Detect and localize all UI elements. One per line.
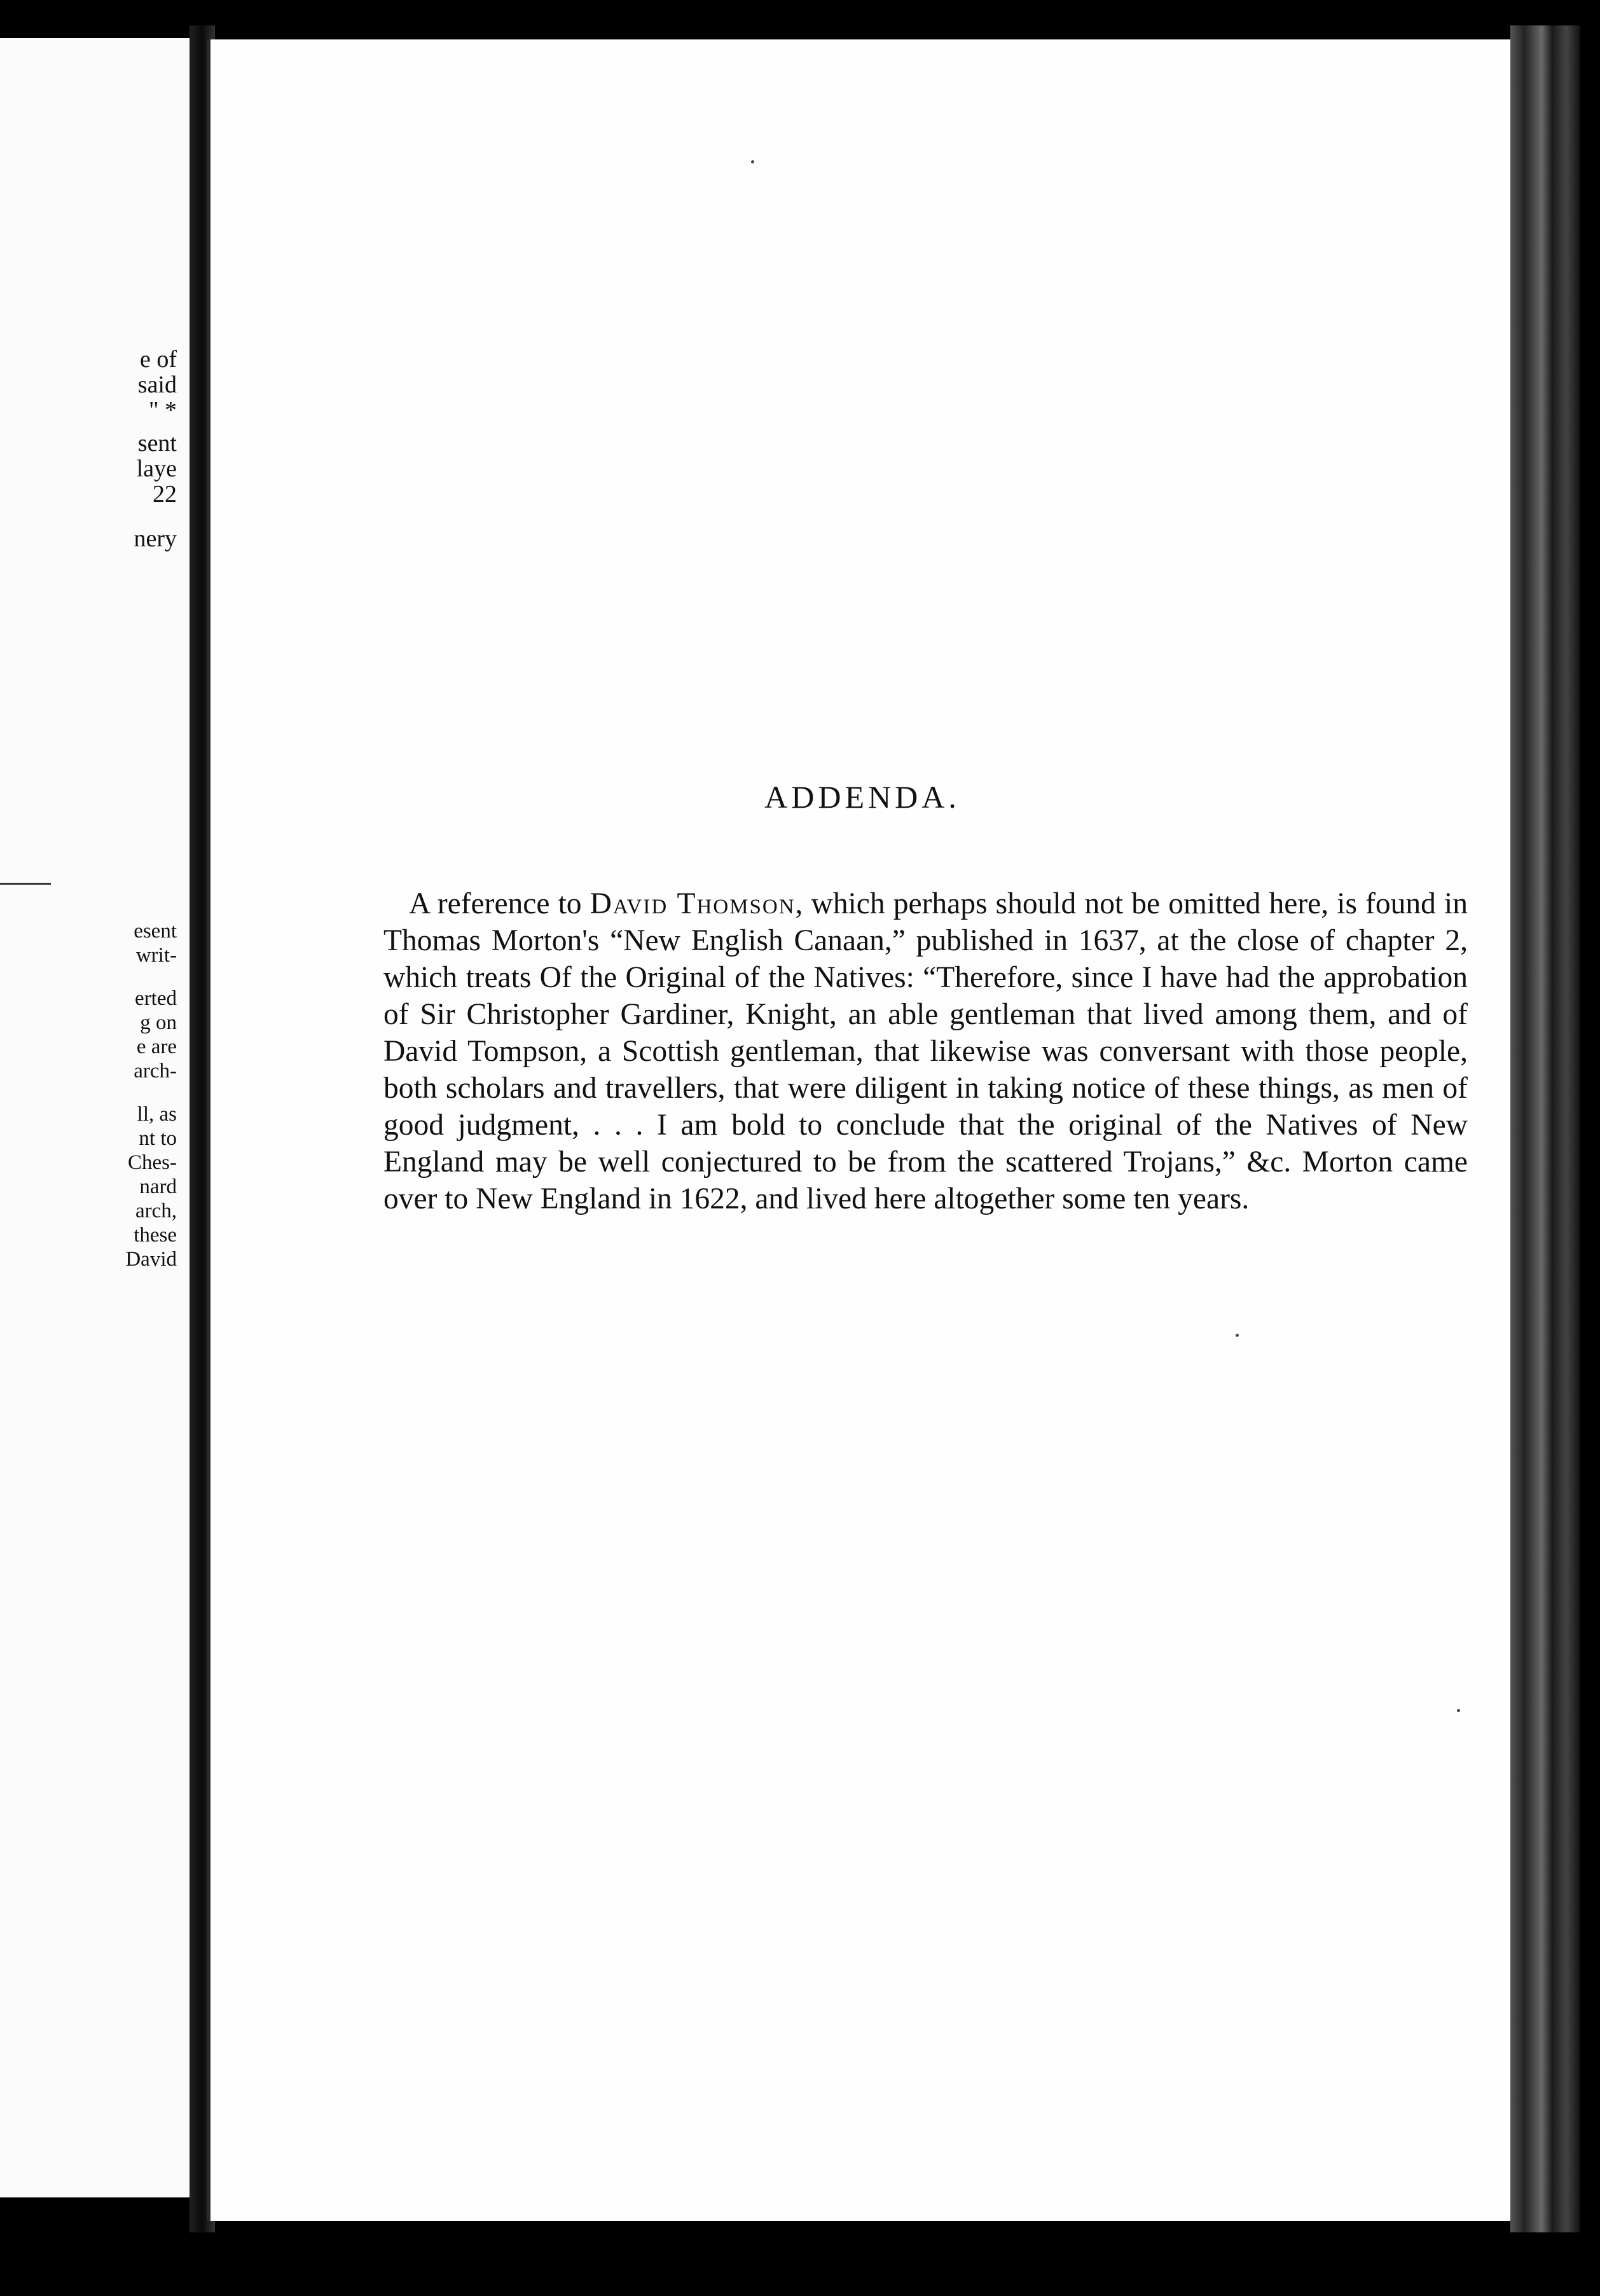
fragment-line: arch, xyxy=(135,1200,177,1222)
fragment-line: ll, as xyxy=(137,1103,177,1126)
fragment-line: nt to xyxy=(139,1127,177,1150)
fragment-line: g on xyxy=(140,1011,177,1034)
fragment-line: laye xyxy=(136,455,177,482)
fragment-line: sent xyxy=(137,430,177,457)
addenda-paragraph xyxy=(383,885,1468,1217)
fragment-line: esent xyxy=(134,920,177,943)
fragment-line: said xyxy=(137,371,177,398)
fragment-line: e are xyxy=(136,1035,177,1058)
fragment-line: erted xyxy=(135,987,177,1010)
paragraph-text: A reference to xyxy=(409,887,590,920)
page-title: ADDENDA. xyxy=(764,779,960,815)
page-edge xyxy=(1510,25,1580,2232)
name-small-caps: David Thomson xyxy=(590,887,796,920)
fragment-line: 22 xyxy=(153,481,177,508)
fragment-line: Ches- xyxy=(128,1151,177,1174)
fragment-line: nery xyxy=(134,525,177,552)
previous-page-text-bottom xyxy=(125,919,177,1271)
fragment-line: these xyxy=(134,1224,177,1247)
fragment-line: writ- xyxy=(135,944,177,967)
page-speck xyxy=(751,160,754,163)
fragment-line: " * xyxy=(148,397,177,424)
paragraph-text: , which perhaps should not be omitted here, is found in Thomas Morton's “New English Canaan,” published in 1637, at the close of chapter 2, which treats Of the Original of the Natives: “Therefore, since I have had the approbation of Sir Christopher Gardiner, Knight, an able gentleman that lived among them, and of David Tompson, a Scottish gentleman, that likewise was conversant with those people, both scholars and travellers, that were diligent in taking notice of these things, as men of good judgment, . . . I am bold to conclude that the original of the Natives of New England may be well conjectured to be from the scattered Trojans,” &c. Morton came over to New England in 1622, and lived here altogether some ten years. xyxy=(383,887,1468,1215)
previous-page xyxy=(0,38,195,2197)
page-speck xyxy=(1457,1709,1460,1712)
fragment-line: e of xyxy=(139,346,177,373)
fragment-line: nard xyxy=(139,1175,177,1198)
page-speck xyxy=(1236,1334,1239,1337)
footnote-rule xyxy=(0,883,51,885)
fragment-line: David xyxy=(125,1248,177,1271)
previous-page-text-top xyxy=(134,347,177,551)
fragment-line: arch- xyxy=(134,1060,177,1082)
addenda-page xyxy=(207,39,1514,2221)
